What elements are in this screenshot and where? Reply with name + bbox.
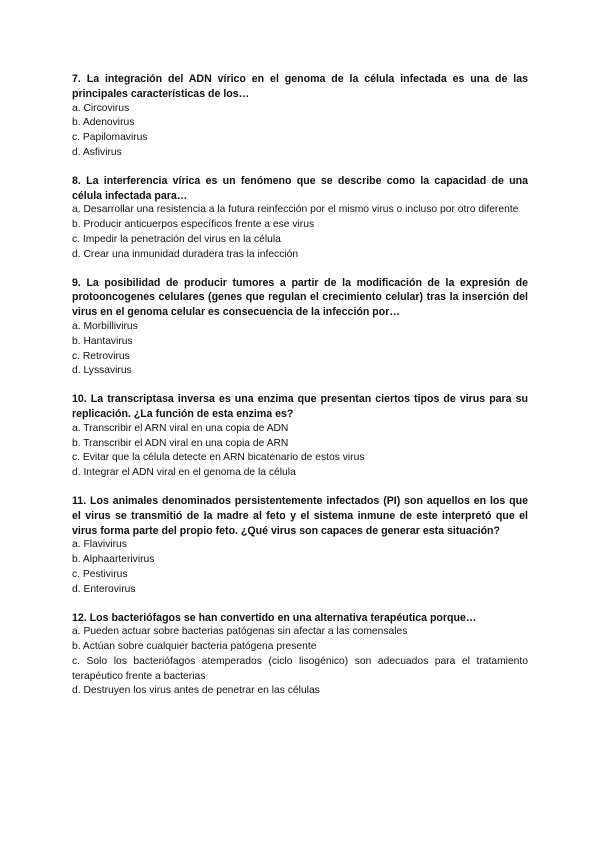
option-d: d. Integrar el ADN viral en el genoma de la célula (72, 467, 296, 479)
question-stem: 11. Los animales denominados persistentemente infectados (PI) son aquellos en los que el virus se transmitió de la madre al feto y el sistema inmune de este interpretó que el virus forma parte del propio feto. ¿Qué virus son capaces de generar esta situación? (72, 494, 528, 537)
option-list (72, 538, 528, 597)
option-b: b. Producir anticuerpos específicos frente a ese virus (72, 219, 315, 231)
option-a: a. Transcribir el ARN viral en una copia de ADN (72, 422, 289, 434)
question-9 (72, 276, 528, 380)
option-list (72, 203, 528, 262)
option-list (72, 625, 528, 699)
option-a: a. Circovirus (72, 102, 130, 114)
question-stem: 10. La transcriptasa inversa es una enzima que presentan ciertos tipos de virus para su replicación. ¿La función de esta enzima es? (72, 393, 528, 420)
option-c: c. Pestivirus (72, 568, 128, 580)
question-11 (72, 494, 528, 598)
option-d: d. Lyssavirus (72, 365, 132, 377)
question-stem: 12. Los bacteriófagos se han convertido en una alternativa terapéutica porque… (72, 611, 477, 624)
option-d: d. Crear una inmunidad duradera tras la infección (72, 248, 299, 260)
option-a: a. Morbillivirus (72, 320, 138, 332)
option-a: a. Desarrollar una resistencia a la futura reinfección por el mismo virus o incluso por otro diferente (72, 204, 519, 216)
exam-page (72, 72, 528, 712)
question-8 (72, 174, 528, 263)
question-7 (72, 72, 528, 161)
option-d: d. Destruyen los virus antes de penetrar en las células (72, 685, 320, 697)
option-c: c. Impedir la penetración del virus en la célula (72, 233, 281, 245)
option-c: c. Solo los bacteriófagos atemperados (ciclo lisogénico) son adecuados para el tratamiento terapéutico frente a bacterias (72, 655, 528, 682)
option-b: b. Alphaarterivirus (72, 554, 155, 566)
question-stem: 9. La posibilidad de producir tumores a partir de la modificación de la expresión de protooncogenes celulares (genes que regulan el crecimiento celular) tras la inserción del virus en el genoma celular es consecuencia de la infección por… (72, 276, 528, 319)
option-d: d. Enterovirus (72, 583, 136, 595)
option-list (72, 320, 528, 379)
question-12 (72, 611, 528, 700)
question-stem: 8. La interferencia vírica es un fenómeno que se describe como la capacidad de una célula infectada para… (72, 174, 528, 202)
option-b: b. Adenovirus (72, 117, 135, 129)
option-d: d. Asfivirus (72, 146, 122, 158)
question-stem: 7. La integración del ADN vírico en el genoma de la célula infectada es una de las principales características de los… (72, 73, 528, 100)
option-b: b. Transcribir el ADN viral en una copia de ARN (72, 437, 289, 449)
option-list (72, 422, 528, 481)
option-b: b. Hantavirus (72, 335, 133, 347)
option-c: c. Retrovirus (72, 350, 130, 362)
option-c: c. Evitar que la célula detecte en ARN bicatenario de estos virus (72, 452, 365, 464)
option-c: c. Papilomavirus (72, 132, 148, 144)
option-list (72, 102, 528, 161)
option-a: a. Flavivirus (72, 539, 127, 551)
question-10 (72, 392, 528, 481)
option-a: a. Pueden actuar sobre bacterias patógenas sin afectar a las comensales (72, 626, 408, 638)
option-b: b. Actúan sobre cualquier bacteria patógena presente (72, 641, 317, 653)
